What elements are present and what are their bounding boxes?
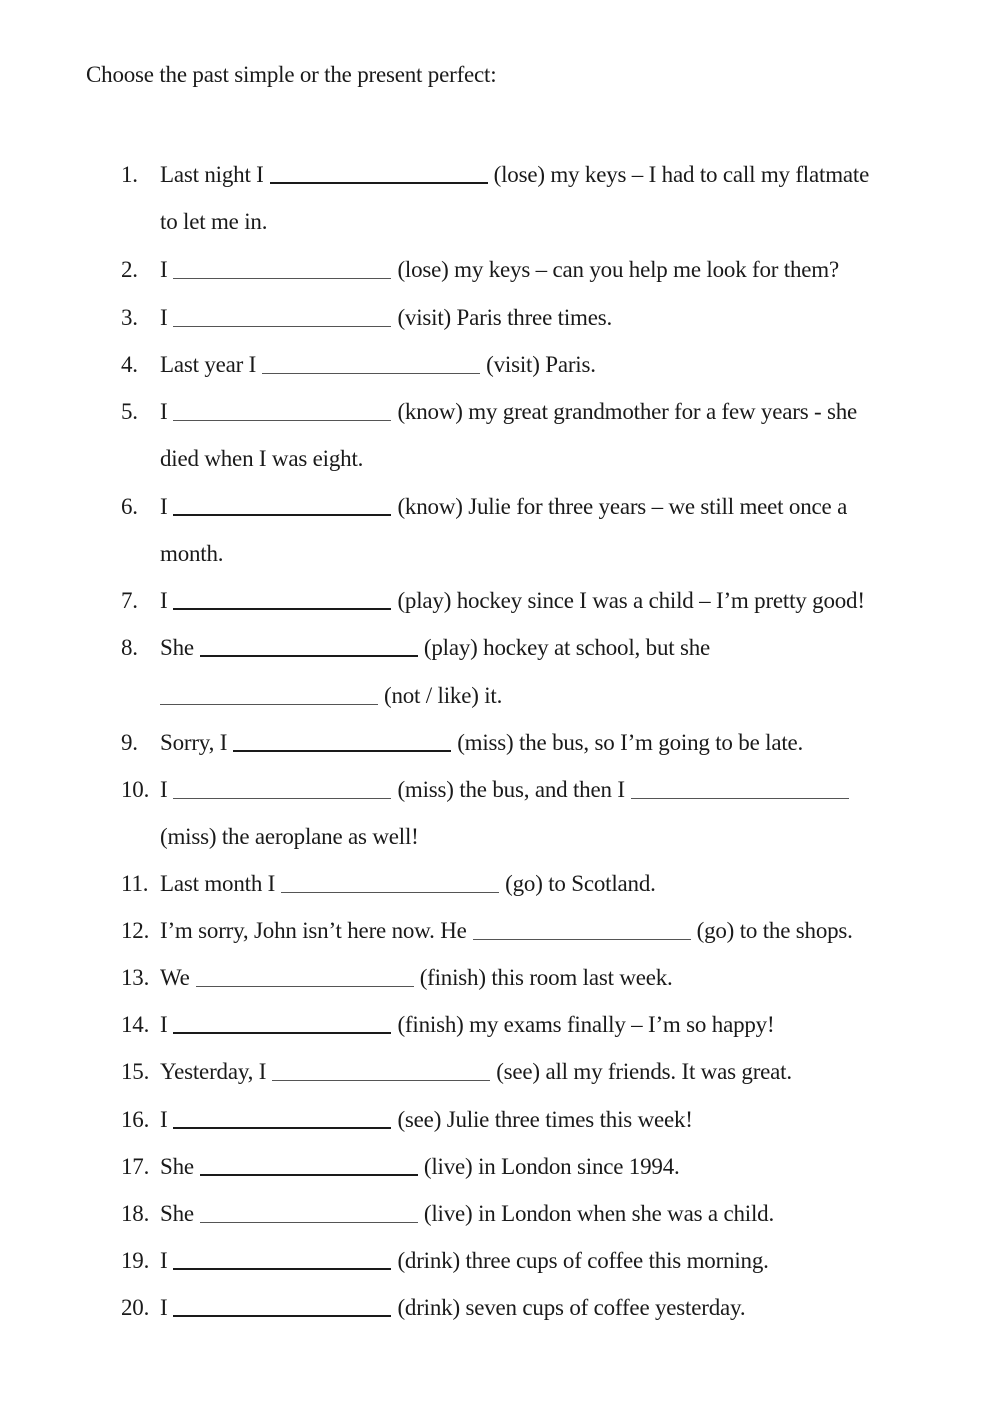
- item-number: 1.: [121, 162, 138, 187]
- item-text-segment: I: [160, 1248, 168, 1273]
- item-number: 13.: [121, 965, 150, 990]
- answer-blank[interactable]: [173, 1125, 391, 1129]
- answer-blank[interactable]: [173, 606, 391, 610]
- item-text: [160, 1059, 792, 1085]
- item-text-segment: She: [160, 1201, 194, 1226]
- item-text-segment: (drink) seven cups of coffee yesterday.: [397, 1295, 746, 1320]
- item-text-segment: (know) my great grandmother for a few years - she: [397, 399, 858, 424]
- answer-blank[interactable]: [160, 702, 378, 705]
- item-number: 8.: [121, 635, 138, 660]
- item-text: [160, 541, 223, 567]
- item-text-segment: (know) Julie for three years – we still meet once a: [397, 494, 848, 519]
- item-text-segment: I: [160, 257, 168, 282]
- item-text-segment: (lose) my keys – can you help me look for them?: [397, 257, 840, 282]
- item-text-segment: (drink) three cups of coffee this morning.: [397, 1248, 769, 1273]
- item-text-segment: (miss) the bus, and then I: [397, 777, 625, 802]
- item-number: 5.: [121, 399, 138, 424]
- item-text: [160, 399, 857, 425]
- item-number: 18.: [121, 1201, 150, 1226]
- item-text-segment: I: [160, 588, 168, 613]
- item-text-segment: We: [160, 965, 190, 990]
- item-text: [160, 209, 267, 235]
- item-text-segment: (miss) the bus, so I’m going to be late.: [457, 730, 804, 755]
- item-text: [160, 1012, 774, 1038]
- answer-blank[interactable]: [173, 1313, 391, 1317]
- item-number: 9.: [121, 730, 138, 755]
- item-text: [160, 918, 853, 944]
- answer-blank[interactable]: [262, 371, 480, 374]
- answer-blank[interactable]: [200, 653, 418, 657]
- answer-blank[interactable]: [173, 324, 391, 327]
- item-text-segment: I: [160, 1295, 168, 1320]
- answer-blank[interactable]: [281, 890, 499, 893]
- item-text: [160, 824, 419, 850]
- item-text: [160, 730, 803, 756]
- item-text-segment: She: [160, 635, 194, 660]
- item-number: 19.: [121, 1248, 150, 1273]
- item-text-segment: Last month I: [160, 871, 276, 896]
- answer-blank[interactable]: [272, 1078, 490, 1081]
- item-text: [160, 1201, 774, 1227]
- item-text: [160, 965, 673, 991]
- item-text: [160, 635, 710, 661]
- item-text: [160, 1295, 745, 1321]
- item-text-segment: (not / like) it.: [384, 683, 503, 708]
- item-text: [160, 305, 612, 331]
- item-text: [160, 1154, 680, 1180]
- answer-blank[interactable]: [173, 796, 391, 799]
- answer-blank[interactable]: [173, 418, 391, 421]
- item-text: [160, 446, 363, 472]
- answer-blank[interactable]: [200, 1172, 418, 1176]
- item-text-segment: I: [160, 777, 168, 802]
- item-text-segment: I: [160, 494, 168, 519]
- item-text-segment: (play) hockey at school, but she: [423, 635, 711, 660]
- item-text: [160, 352, 596, 378]
- item-text: [160, 162, 869, 188]
- answer-blank[interactable]: [631, 796, 849, 799]
- item-text-segment: (visit) Paris.: [486, 352, 596, 377]
- item-number: 6.: [121, 494, 138, 519]
- item-text: [160, 1107, 693, 1133]
- item-number: 20.: [121, 1295, 150, 1320]
- item-number: 14.: [121, 1012, 150, 1037]
- item-text-segment: Sorry, I: [160, 730, 228, 755]
- item-text-segment: I: [160, 1012, 168, 1037]
- item-text-segment: died when I was eight.: [160, 446, 364, 471]
- item-number: 12.: [121, 918, 150, 943]
- answer-blank[interactable]: [233, 748, 451, 752]
- answer-blank[interactable]: [173, 1030, 391, 1034]
- item-text: [160, 683, 502, 709]
- item-text: [160, 494, 847, 520]
- answer-blank[interactable]: [173, 1266, 391, 1270]
- item-number: 17.: [121, 1154, 150, 1179]
- item-number: 2.: [121, 257, 138, 282]
- item-text-segment: I: [160, 305, 168, 330]
- item-text-segment: month.: [160, 541, 224, 566]
- answer-blank[interactable]: [473, 937, 691, 940]
- item-number: 16.: [121, 1107, 150, 1132]
- item-number: 3.: [121, 305, 138, 330]
- item-number: 4.: [121, 352, 138, 377]
- instruction-heading: Choose the past simple or the present perfect:: [86, 62, 497, 87]
- item-text-segment: (live) in London when she was a child.: [423, 1201, 774, 1226]
- item-text-segment: I: [160, 399, 168, 424]
- item-number: 7.: [121, 588, 138, 613]
- item-text: [160, 871, 656, 897]
- item-text: [160, 1248, 769, 1274]
- item-text-segment: Last night I: [160, 162, 264, 187]
- item-number: 15.: [121, 1059, 150, 1084]
- item-text-segment: (live) in London since 1994.: [423, 1154, 680, 1179]
- item-text-segment: (finish) my exams finally – I’m so happy!: [397, 1012, 775, 1037]
- item-text-segment: (see) all my friends. It was great.: [496, 1059, 792, 1084]
- item-text-segment: (finish) this room last week.: [419, 965, 673, 990]
- item-text-segment: Last year I: [160, 352, 257, 377]
- item-text-segment: She: [160, 1154, 194, 1179]
- answer-blank[interactable]: [173, 512, 391, 516]
- item-number: 11.: [121, 871, 149, 896]
- answer-blank[interactable]: [196, 984, 414, 987]
- item-text: [160, 257, 839, 283]
- item-text-segment: to let me in.: [160, 209, 268, 234]
- item-text: [160, 777, 855, 803]
- answer-blank[interactable]: [173, 276, 391, 279]
- item-text-segment: (play) hockey since I was a child – I’m pretty good!: [397, 588, 865, 613]
- answer-blank[interactable]: [270, 180, 488, 184]
- item-text-segment: I’m sorry, John isn’t here now. He: [160, 918, 467, 943]
- item-text-segment: (go) to the shops.: [696, 918, 853, 943]
- item-text-segment: Yesterday, I: [160, 1059, 267, 1084]
- item-text-segment: (miss) the aeroplane as well!: [160, 824, 419, 849]
- item-text-segment: (lose) my keys – I had to call my flatmate: [493, 162, 870, 187]
- item-text-segment: I: [160, 1107, 168, 1132]
- item-text-segment: (see) Julie three times this week!: [397, 1107, 693, 1132]
- item-text-segment: (visit) Paris three times.: [397, 305, 613, 330]
- item-number: 10.: [121, 777, 150, 802]
- item-text-segment: (go) to Scotland.: [505, 871, 656, 896]
- item-text: [160, 588, 865, 614]
- answer-blank[interactable]: [200, 1220, 418, 1223]
